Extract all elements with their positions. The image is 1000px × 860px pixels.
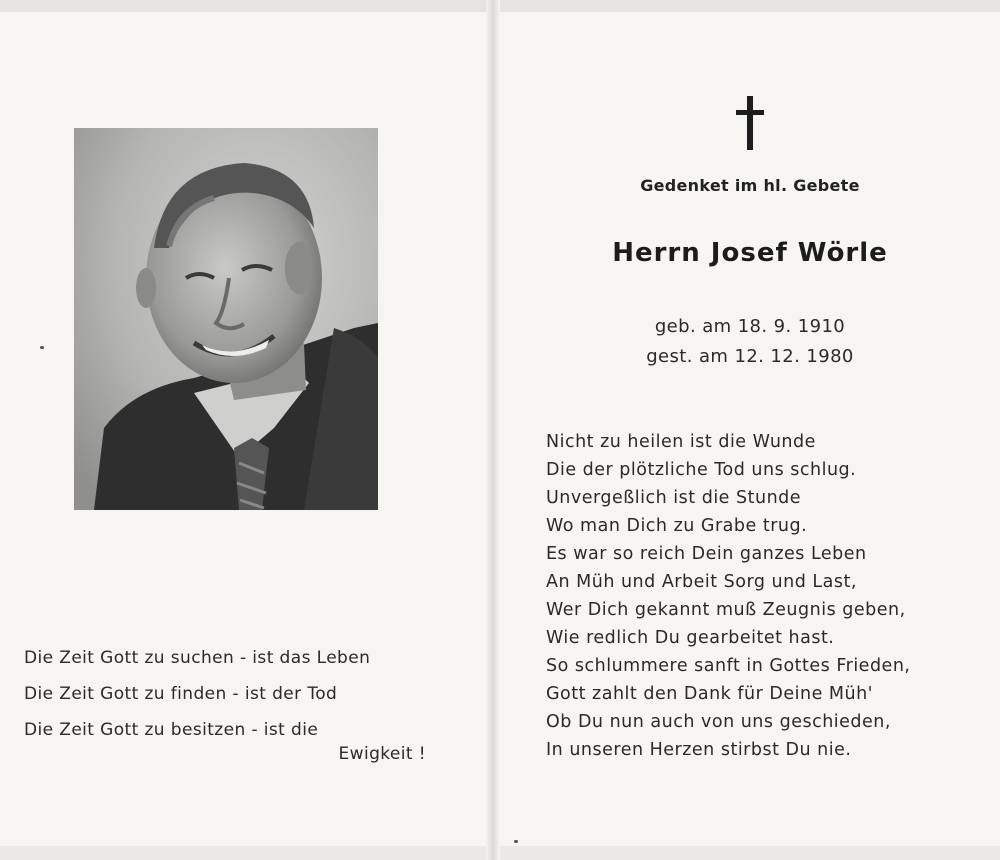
poem-line: Nicht zu heilen ist die Wunde [546, 432, 816, 452]
poem-line: Es war so reich Dein ganzes Leben [546, 544, 867, 564]
heading: Gedenket im hl. Gebete [640, 176, 860, 195]
poem [546, 428, 976, 764]
deceased-name: Herrn Josef Wörle [612, 238, 888, 268]
left-panel [0, 0, 486, 860]
dust-speck [40, 346, 44, 349]
dust-speck [514, 840, 518, 843]
quote-line: Die Zeit Gott zu besitzen - ist die [24, 720, 319, 740]
portrait-illustration [74, 128, 378, 510]
poem-line: Wie redlich Du gearbeitet hast. [546, 628, 835, 648]
death-date: gest. am 12. 12. 1980 [646, 346, 854, 367]
quote-line: Ewigkeit ! [338, 744, 426, 764]
poem-line: Gott zahlt den Dank für Deine Müh' [546, 684, 873, 704]
poem-line: An Müh und Arbeit Sorg und Last, [546, 572, 857, 592]
quote-line: Die Zeit Gott zu finden - ist der Tod [24, 684, 338, 704]
poem-line: Ob Du nun auch von uns geschieden, [546, 712, 891, 732]
poem-line: In unseren Herzen stirbst Du nie. [546, 740, 852, 760]
life-dates [500, 312, 1000, 372]
poem-line: Wo man Dich zu Grabe trug. [546, 516, 808, 536]
cross-icon [736, 96, 764, 150]
poem-line: So schlummere sanft in Gottes Frieden, [546, 656, 911, 676]
quote-line: Die Zeit Gott zu suchen - ist das Leben [24, 648, 371, 668]
quote-block [24, 640, 434, 778]
birth-date: geb. am 18. 9. 1910 [654, 316, 846, 337]
portrait-photo [74, 128, 378, 510]
poem-line: Wer Dich gekannt muß Zeugnis geben, [546, 600, 906, 620]
poem-line: Die der plötzliche Tod uns schlug. [546, 460, 857, 480]
poem-line: Unvergeßlich ist die Stunde [546, 488, 802, 508]
card-fold [486, 0, 500, 860]
